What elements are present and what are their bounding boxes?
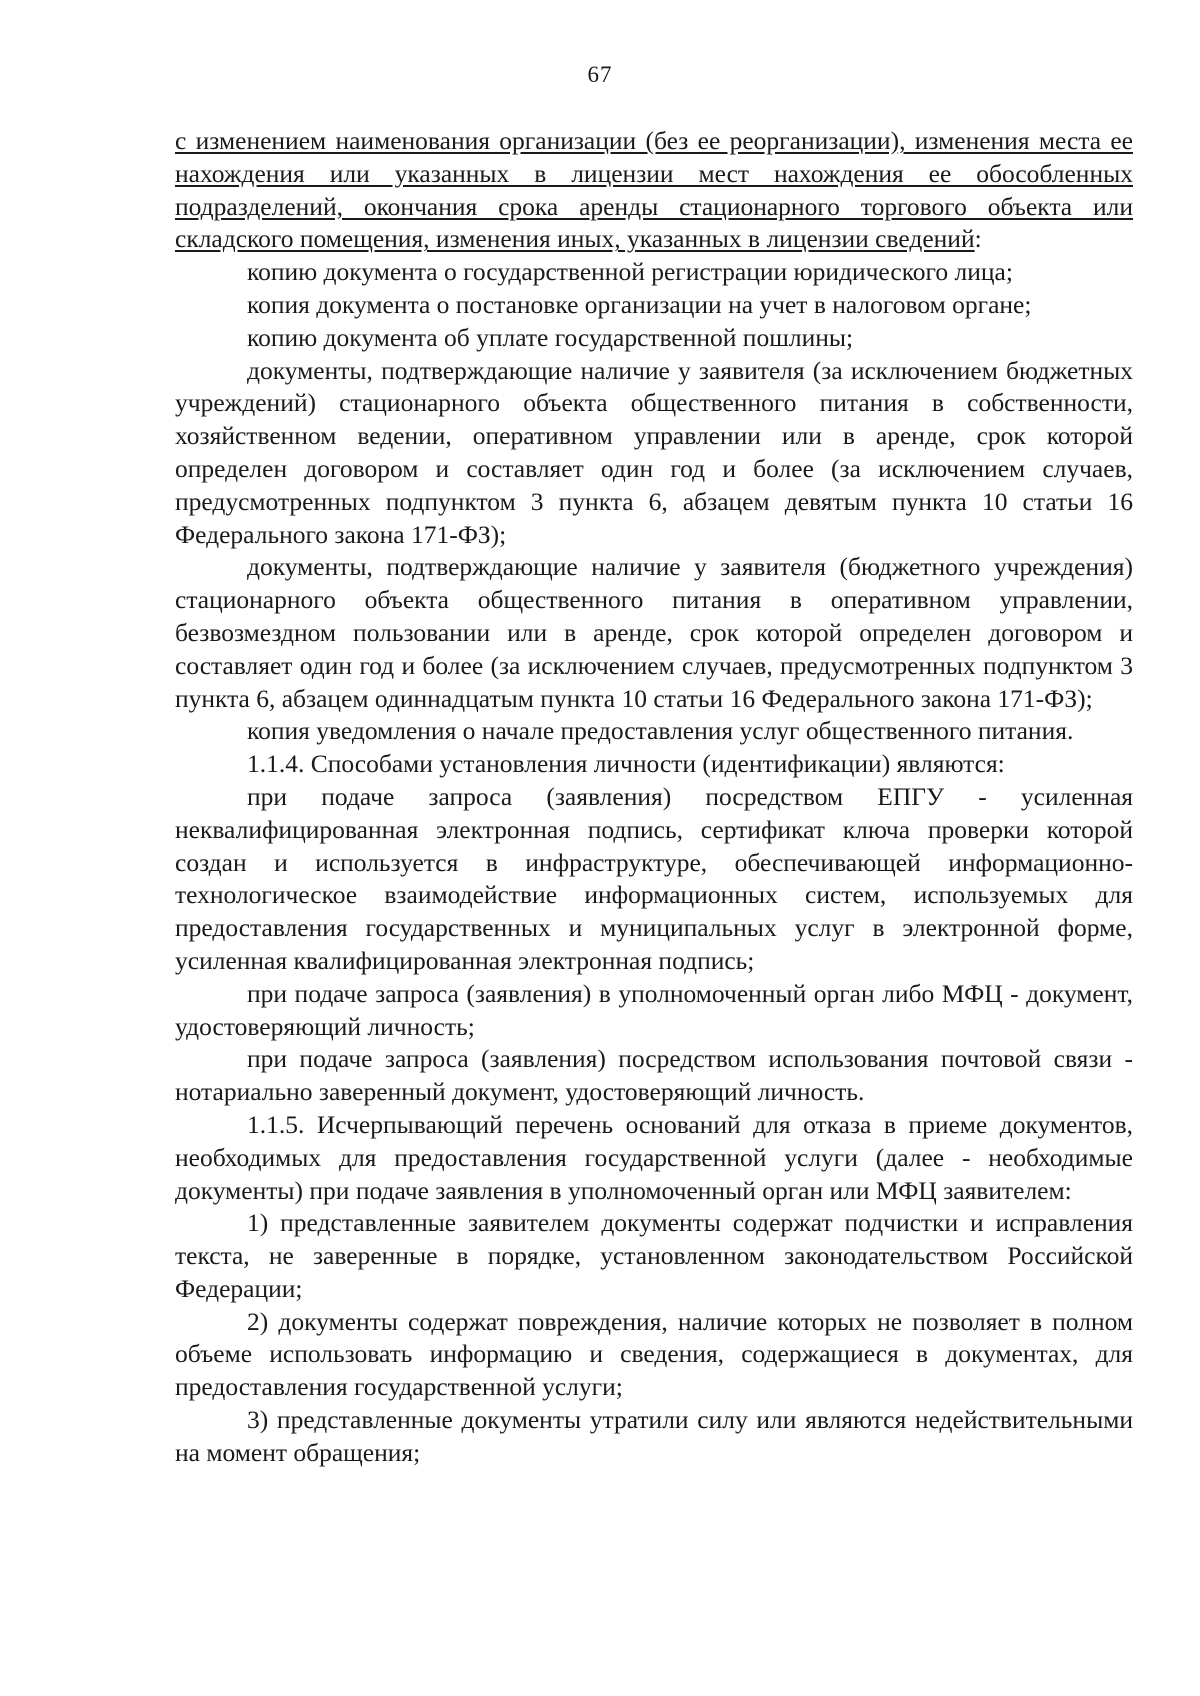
- list-item: 1) представленные заявителем документы содержат подчистки и исправления текста, не заверенные в порядке, установленном законодательством Российской Федерации;: [175, 1208, 1133, 1303]
- paragraph-suffix: :: [974, 224, 982, 254]
- paragraph: копию документа об уплате государственной пошлины;: [247, 322, 854, 352]
- paragraph: при подаче запроса (заявления) в уполномоченный орган либо МФЦ - документ, удостоверяющий личность;: [175, 978, 1133, 1041]
- document-body: [175, 125, 1133, 1470]
- section-heading-1-1-5: 1.1.5. Исчерпывающий перечень оснований для отказа в приеме документов, необходимых для предоставления государственной услуги (далее - необходимые документы) при подаче заявления в уполномоченный орган или МФЦ заявителем:: [175, 1109, 1133, 1205]
- underlined-text: с изменением наименования организации (без ее реорганизации), изменения места ее нахождения или указанных в лицензии мест нахождения ее обособленных подразделений, окончания срока аренды стационарного торгового объекта или складского помещения, изменения иных, указанных в лицензии сведений: [175, 126, 1133, 254]
- paragraph: документы, подтверждающие наличие у заявителя (за исключением бюджетных учреждений) стационарного объекта общественного питания в собственности, хозяйственном ведении, оперативном управлении или в аренде, срок которой определен договором и составляет один год и более (за исключением случаев, предусмотренных подпунктом 3 пункта 6, абзацем девятым пункта 10 статьи 16 Федерального закона 171-ФЗ);: [175, 355, 1133, 549]
- paragraph-license-changes: [175, 125, 1133, 256]
- page-number: 67: [587, 62, 613, 87]
- paragraph: при подаче запроса (заявления) посредством ЕПГУ - усиленная неквалифицированная электронная подпись, сертификат ключа проверки которой создан и используется в инфраструктуре, обеспечивающей информационно-технологическое взаимодействие информационных систем, используемых для предоставления государственных и муниципальных услуг в электронной форме, усиленная квалифицированная электронная подпись;: [175, 781, 1133, 975]
- paragraph: копию документа о государственной регистрации юридического лица;: [247, 257, 1013, 287]
- paragraph: копия уведомления о начале предоставления услуг общественного питания.: [247, 716, 1074, 746]
- paragraph: при подаче запроса (заявления) посредством использования почтовой связи - нотариально заверенный документ, удостоверяющий личность.: [175, 1044, 1133, 1107]
- list-item: 3) представленные документы утратили силу или являются недействительными на момент обращения;: [175, 1405, 1133, 1467]
- paragraph: документы, подтверждающие наличие у заявителя (бюджетного учреждения) стационарного объекта общественного питания в оперативном управлении, безвозмездном пользовании или в аренде, срок которой определен договором и составляет один год и более (за исключением случаев, предусмотренных подпунктом 3 пункта 6, абзацем одиннадцатым пункта 10 статьи 16 Федерального закона 171-ФЗ);: [175, 552, 1133, 713]
- section-heading-1-1-4: 1.1.4. Способами установления личности (идентификации) являются:: [247, 749, 1005, 779]
- paragraph: копия документа о постановке организации на учет в налоговом органе;: [247, 289, 1032, 319]
- list-item: 2) документы содержат повреждения, наличие которых не позволяет в полном объеме использовать информацию и сведения, содержащиеся в документах, для предоставления государственной услуги;: [175, 1306, 1133, 1402]
